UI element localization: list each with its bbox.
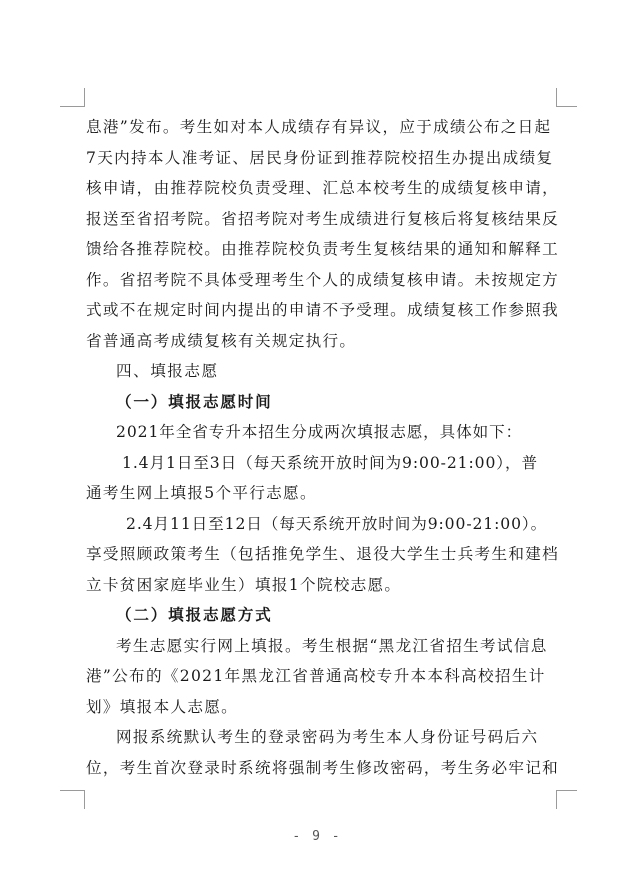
text-line: 位，考生首次登录时系统将强制考生修改密码，考生务必牢记和 bbox=[86, 758, 560, 777]
text-line: 1.4月1日至3日（每天系统开放时间为9:00-21:00），普 bbox=[122, 453, 538, 472]
text-line: 2021年全省专升本招生分成两次填报志愿，具体如下： bbox=[116, 423, 523, 441]
text-line: 港”公布的《2021年黑龙江省普通高校专升本本科高校招生计 bbox=[86, 667, 546, 685]
text-line: 2.4月11日至12日（每天系统开放时间为9:00-21:00）。 bbox=[126, 514, 548, 533]
crop-mark-bottom-left bbox=[60, 790, 85, 809]
text-line: 通考生网上填报5个平行志愿。 bbox=[86, 484, 317, 502]
text-line: 划》填报本人志愿。 bbox=[86, 697, 239, 716]
text-line: 馈给各推荐院校。由推荐院校负责考生复核结果的通知和解释工 bbox=[86, 240, 560, 258]
text-line: 作。省招考院不具体受理考生个人的成绩复核申请。未按规定方 bbox=[86, 270, 560, 289]
subsection-heading: （二）填报志愿方式 bbox=[116, 605, 273, 624]
subsection-heading: （一）填报志愿时间 bbox=[116, 391, 273, 411]
text-line: 省普通高考成绩复核有关规定执行。 bbox=[86, 331, 357, 350]
text-line: 息港”发布。考生如对本人成绩存有异议，应于成绩公布之日起 bbox=[86, 118, 552, 136]
body-text bbox=[86, 112, 560, 783]
text-line: 核申请，由推荐院校负责受理、汇总本校考生的成绩复核申请， bbox=[86, 179, 560, 197]
crop-mark-top-left bbox=[60, 88, 85, 107]
crop-mark-top-right bbox=[556, 88, 577, 107]
text-line: 考生志愿实行网上填报。考生根据“黑龙江省招生考试信息 bbox=[116, 636, 548, 655]
text-line: 7天内持本人准考证、居民身份证到推荐院校招生办提出成绩复 bbox=[86, 148, 554, 167]
text-line: 报送至省招考院。省招考院对考生成绩进行复核后将复核结果反 bbox=[86, 209, 560, 228]
page-number: - 9 - bbox=[292, 829, 342, 844]
text-line: 享受照顾政策考生（包括推免学生、退役大学生士兵考生和建档 bbox=[86, 545, 560, 563]
crop-mark-bottom-right bbox=[556, 790, 577, 809]
section-heading: 四、填报志愿 bbox=[116, 362, 219, 380]
text-line: 式或不在规定时间内提出的申请不予受理。成绩复核工作参照我 bbox=[86, 301, 560, 319]
text-line: 立卡贫困家庭毕业生）填报1个院校志愿。 bbox=[86, 575, 402, 594]
text-line: 网报系统默认考生的登录密码为考生本人身份证号码后六 bbox=[116, 728, 539, 746]
